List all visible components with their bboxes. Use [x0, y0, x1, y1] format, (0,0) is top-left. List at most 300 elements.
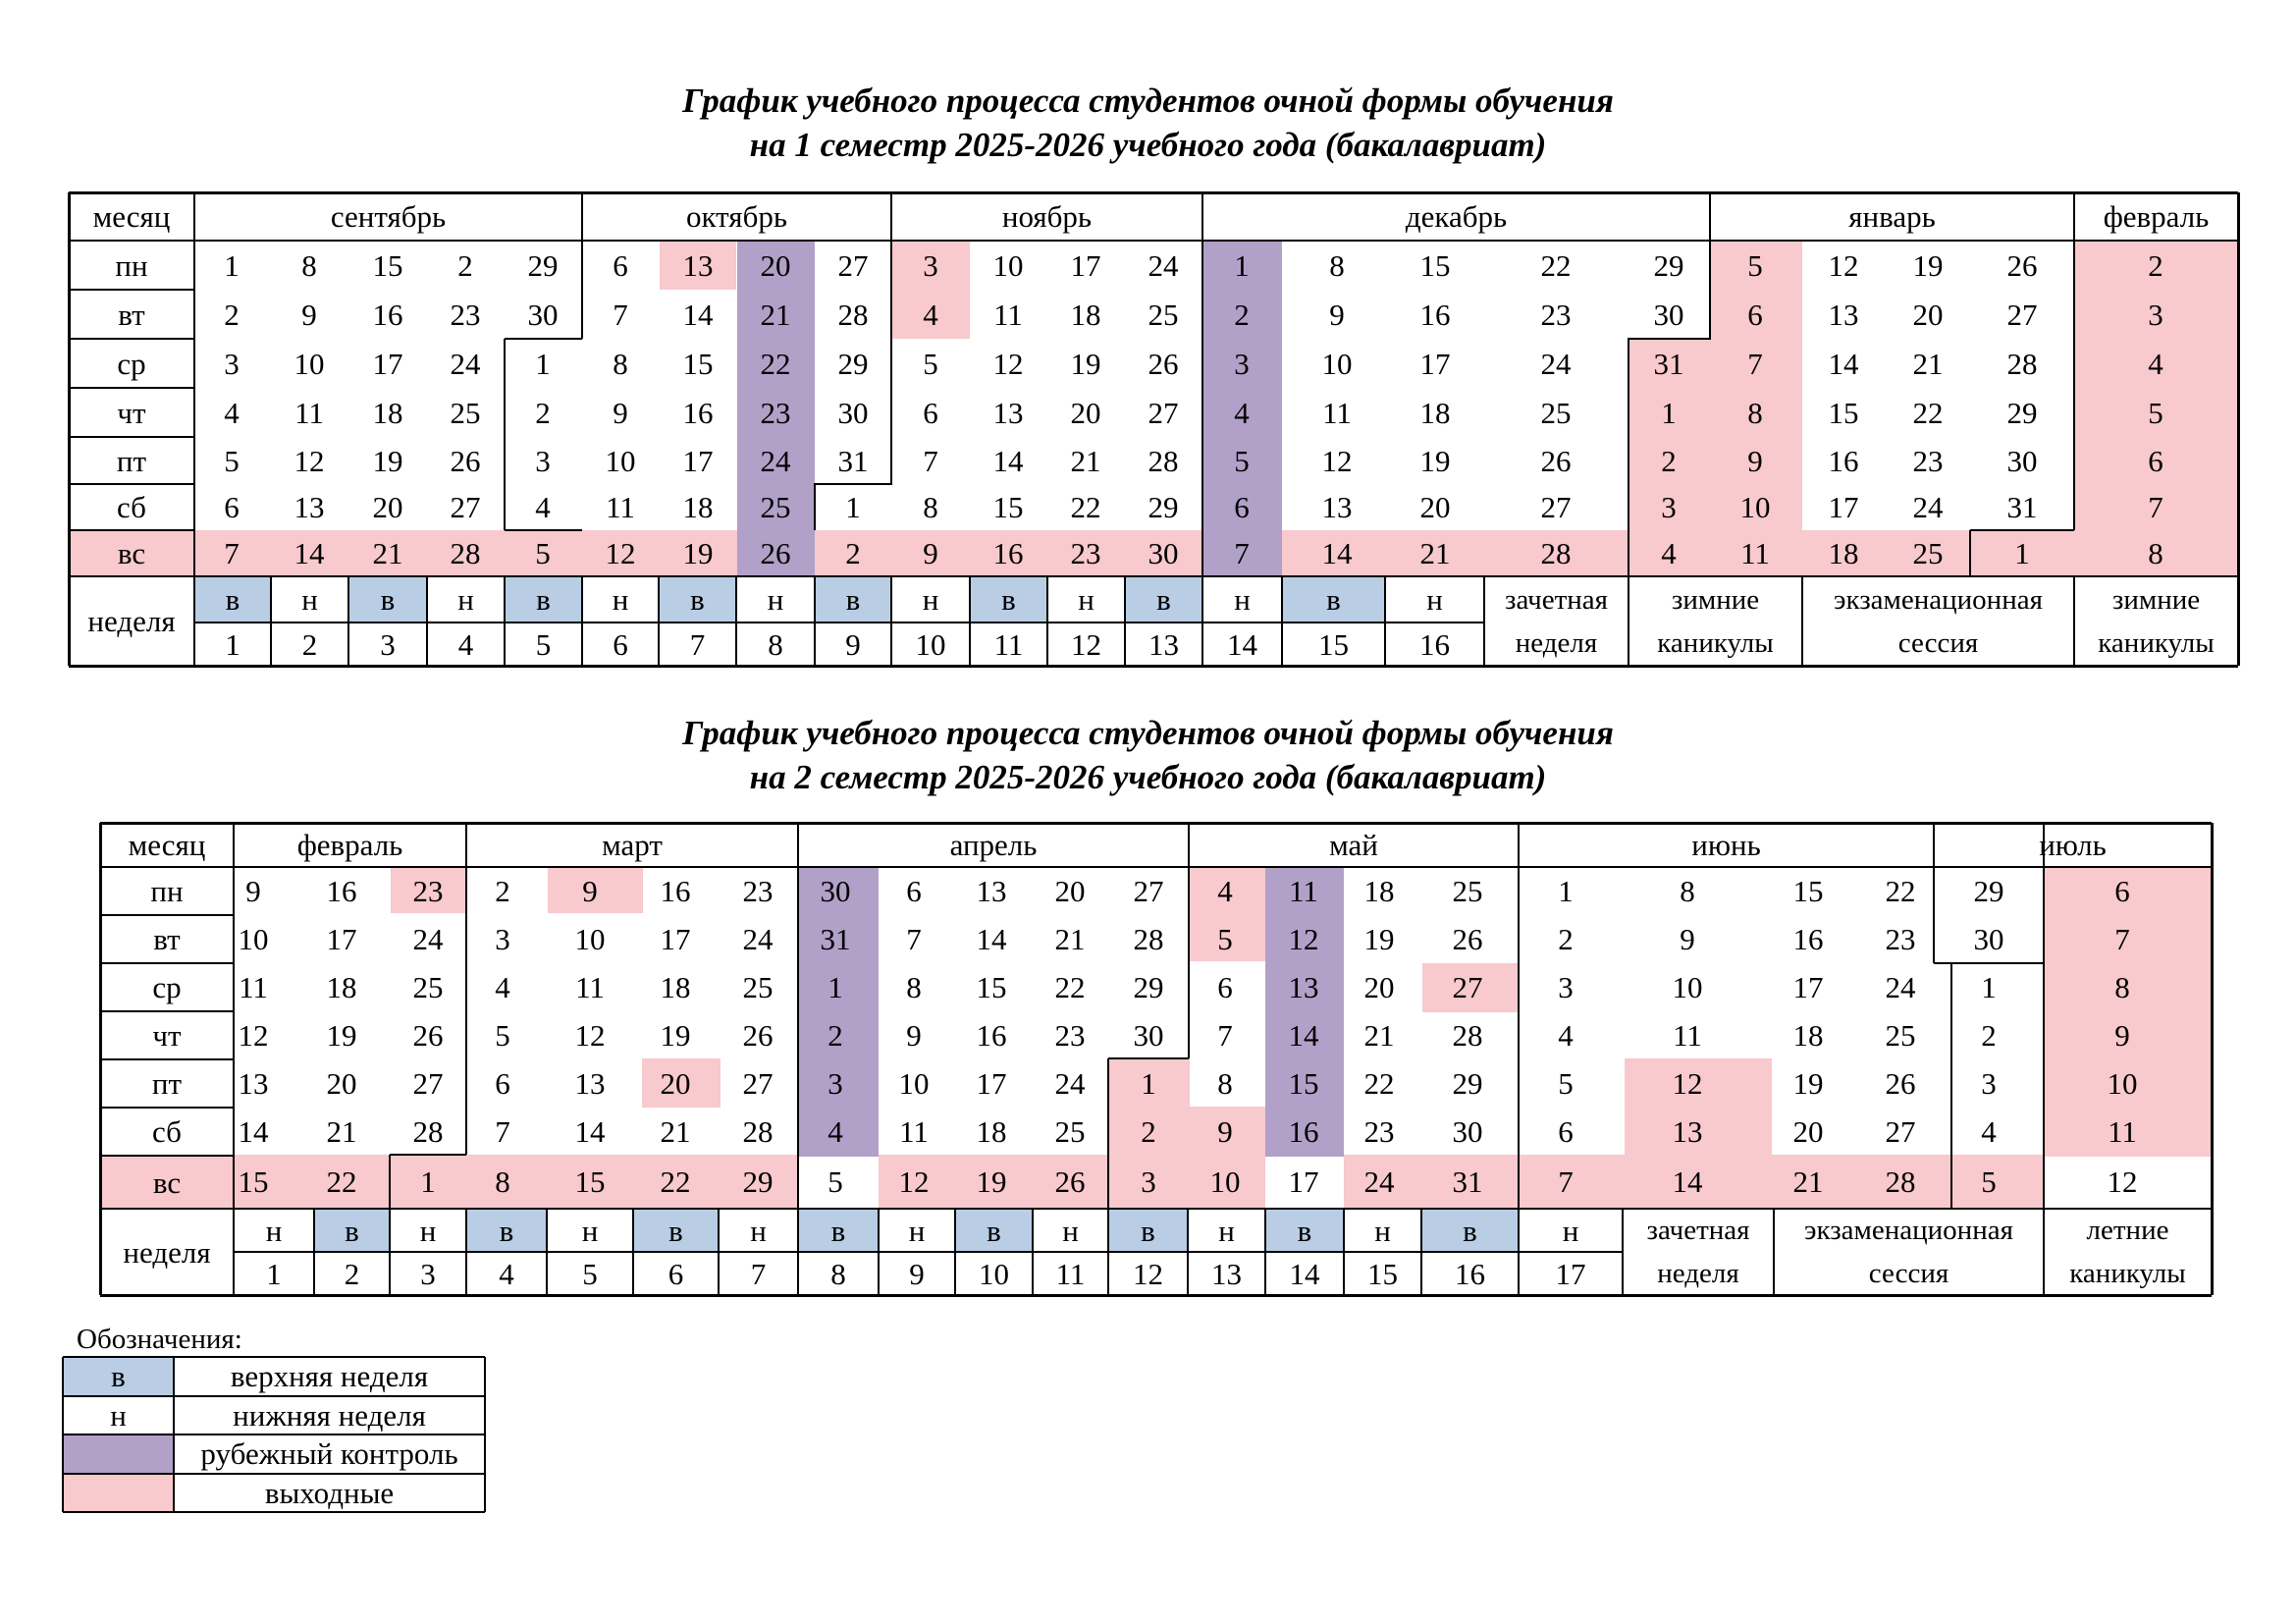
date-cell: 15	[238, 1164, 269, 1199]
month-label: июнь	[1691, 828, 1761, 862]
date-cell: 18	[326, 970, 357, 1004]
date-cell: 22	[1363, 1066, 1395, 1101]
week-number: 6	[613, 626, 628, 662]
date-cell: 27	[450, 490, 481, 524]
date-cell: 8	[2148, 536, 2163, 570]
date-cell: 13	[238, 1066, 269, 1101]
week-number: 13	[1211, 1256, 1242, 1291]
date-cell: 28	[1148, 443, 1179, 478]
week-type: в	[499, 1213, 514, 1248]
date-cell: 25	[1912, 536, 1944, 570]
date-cell: 6	[906, 874, 922, 908]
date-cell: 7	[923, 443, 938, 478]
date-cell: 22	[1912, 395, 1944, 430]
date-cell: 30	[820, 874, 851, 908]
week-number: 2	[301, 626, 318, 662]
date-cell: 21	[1419, 536, 1451, 570]
date-cell: 26	[742, 1018, 774, 1053]
week-type: н	[457, 582, 474, 617]
legend-symbol	[63, 1474, 174, 1513]
week-number: 17	[1555, 1256, 1586, 1291]
week-number: 6	[667, 1256, 684, 1291]
week-number: 13	[1148, 626, 1179, 662]
semester2-title	[0, 711, 2296, 799]
legend-label: нижняя неделя	[233, 1397, 426, 1433]
date-cell: 15	[1288, 1066, 1319, 1101]
date-cell: 9	[301, 297, 317, 332]
date-cell: 8	[1217, 1066, 1233, 1101]
legend-label: выходные	[264, 1475, 395, 1510]
week-type: в	[225, 582, 240, 617]
date-cell: 25	[1148, 297, 1179, 332]
date-cell: 2	[2148, 247, 2163, 283]
date-cell: 11	[1673, 1018, 1702, 1053]
date-cell: 8	[495, 1164, 510, 1199]
date-cell: 18	[976, 1114, 1007, 1149]
date-cell: 10	[574, 922, 606, 956]
date-cell: 25	[760, 490, 791, 524]
date-cell: 28	[450, 536, 481, 570]
date-cell: 14	[238, 1114, 269, 1149]
week-label: неделя	[123, 1234, 211, 1270]
date-cell: 23	[1885, 922, 1916, 956]
month-label: ноябрь	[1001, 199, 1093, 234]
date-cell: 4	[1558, 1018, 1574, 1053]
date-cell: 31	[2006, 490, 2038, 524]
week-type: н	[750, 1213, 767, 1248]
week-type: н	[612, 582, 629, 617]
date-cell: 17	[326, 922, 357, 956]
date-cell: 16	[976, 1018, 1007, 1053]
date-cell: 12	[1288, 922, 1319, 956]
week-type: н	[301, 582, 318, 617]
date-cell: 26	[1148, 346, 1179, 381]
date-cell: 5	[828, 1164, 843, 1199]
date-cell: 2	[495, 874, 510, 908]
date-cell: 13	[682, 247, 714, 283]
week-number: 10	[979, 1256, 1009, 1291]
week-type: в	[987, 1213, 1001, 1248]
date-cell: 13	[574, 1066, 606, 1101]
date-cell: 22	[660, 1164, 691, 1199]
date-cell: 7	[906, 922, 922, 956]
weekday-label: ср	[117, 346, 146, 381]
date-cell: 10	[2107, 1066, 2138, 1101]
date-cell: 26	[1885, 1066, 1916, 1101]
date-cell: 7	[1234, 536, 1250, 570]
date-cell: 29	[1973, 874, 2004, 908]
week-type: н	[1218, 1213, 1235, 1248]
month-label: февраль	[2103, 199, 2210, 234]
date-cell: 23	[450, 297, 481, 332]
date-cell: 22	[1885, 874, 1916, 908]
date-cell: 20	[1054, 874, 1086, 908]
grid-line	[62, 1357, 64, 1512]
date-cell: 20	[1419, 490, 1451, 524]
week-type: в	[668, 1213, 683, 1248]
week-type: н	[419, 1213, 437, 1248]
week-number: 1	[266, 1256, 282, 1291]
week-type: н	[908, 1213, 926, 1248]
date-cell: 18	[1828, 536, 1859, 570]
date-cell: 2	[1141, 1114, 1156, 1149]
date-cell: 3	[923, 247, 938, 283]
date-cell: 16	[1792, 922, 1824, 956]
week-type: н	[1078, 582, 1095, 617]
date-cell: 13	[992, 395, 1024, 430]
date-cell: 24	[1912, 490, 1944, 524]
date-cell: 16	[992, 536, 1024, 570]
grid-line	[1969, 530, 1971, 576]
date-cell: 22	[760, 346, 791, 381]
date-cell: 26	[760, 536, 791, 570]
week-number: 15	[1367, 1256, 1398, 1291]
date-cell: 14	[294, 536, 325, 570]
date-cell: 28	[1452, 1018, 1483, 1053]
grid-line	[69, 436, 194, 438]
week-type: в	[830, 1213, 846, 1248]
period-line2: каникулы	[1657, 626, 1774, 659]
date-cell: 24	[1885, 970, 1916, 1004]
date-cell: 25	[1054, 1114, 1086, 1149]
date-cell: 23	[412, 874, 444, 908]
date-cell: 25	[1452, 874, 1483, 908]
date-cell: 23	[1070, 536, 1101, 570]
week-number: 12	[1071, 626, 1101, 662]
date-cell: 30	[1148, 536, 1179, 570]
date-cell: 30	[1653, 297, 1684, 332]
date-cell: 12	[992, 346, 1024, 381]
date-cell: 12	[1672, 1066, 1703, 1101]
week-type: н	[1562, 1213, 1579, 1248]
period-line2: неделя	[1657, 1258, 1739, 1289]
date-cell: 15	[372, 247, 403, 283]
period-label	[1774, 1209, 2044, 1295]
date-cell: 16	[326, 874, 357, 908]
date-cell: 21	[1054, 922, 1086, 956]
week-type: в	[1326, 582, 1341, 617]
date-cell: 11	[1740, 536, 1770, 570]
date-cell: 9	[613, 395, 628, 430]
date-cell: 2	[1234, 297, 1250, 332]
date-cell: 14	[574, 1114, 606, 1149]
week-number: 9	[909, 1256, 925, 1291]
date-cell: 20	[760, 247, 791, 283]
date-cell: 6	[613, 247, 628, 283]
date-cell: 12	[1321, 443, 1353, 478]
date-cell: 26	[412, 1018, 444, 1053]
date-cell: 9	[1680, 922, 1695, 956]
grid-line	[69, 529, 194, 531]
date-cell: 19	[660, 1018, 691, 1053]
date-cell: 16	[1828, 443, 1859, 478]
date-cell: 21	[1070, 443, 1101, 478]
weekday-label: пн	[150, 874, 184, 908]
week-number: 8	[830, 1256, 846, 1291]
week-number: 3	[420, 1256, 436, 1291]
date-cell: 30	[1973, 922, 2004, 956]
date-cell: 23	[1540, 297, 1572, 332]
date-cell: 6	[2114, 874, 2130, 908]
week-type: н	[265, 1213, 283, 1248]
grid-line	[69, 289, 194, 291]
date-cell: 29	[1133, 970, 1164, 1004]
semester1-title-line1: График учебного процесса студентов очной формы обучения	[682, 81, 1614, 120]
date-cell: 30	[2006, 443, 2038, 478]
date-cell: 4	[535, 490, 551, 524]
date-cell: 15	[682, 346, 714, 381]
week-type: в	[845, 582, 861, 617]
weekday-label: пн	[115, 247, 148, 283]
grid-line	[814, 483, 816, 530]
week-type: н	[922, 582, 939, 617]
period-line1: зачетная	[1504, 583, 1609, 616]
date-cell: 6	[495, 1066, 510, 1101]
date-cell: 21	[660, 1114, 691, 1149]
month-label: сентябрь	[330, 199, 447, 234]
period-label	[1484, 576, 1629, 666]
date-cell: 17	[372, 346, 403, 381]
date-cell: 14	[1321, 536, 1353, 570]
week-number: 7	[750, 1256, 767, 1291]
date-cell: 13	[1672, 1114, 1703, 1149]
date-cell: 8	[613, 346, 628, 381]
date-cell: 25	[412, 970, 444, 1004]
date-cell: 28	[837, 297, 869, 332]
date-cell: 27	[1133, 874, 1164, 908]
date-cell: 8	[1329, 247, 1345, 283]
semester2-title-line2: на 2 семестр 2025-2026 учебного года (бакалавриат)	[749, 758, 1547, 796]
date-cell: 1	[535, 346, 551, 381]
weekday-label: вт	[153, 922, 181, 956]
date-cell: 4	[224, 395, 240, 430]
date-cell: 29	[2006, 395, 2038, 430]
date-cell: 8	[1680, 874, 1695, 908]
week-type: н	[1234, 582, 1251, 617]
period-line1: экзаменационная	[1834, 583, 2043, 616]
date-cell: 2	[1558, 922, 1574, 956]
date-cell: 14	[1288, 1018, 1319, 1053]
date-cell: 27	[1885, 1114, 1916, 1149]
week-type: в	[536, 582, 551, 617]
date-cell: 1	[1234, 247, 1250, 283]
date-cell: 16	[682, 395, 714, 430]
date-cell: 4	[495, 970, 510, 1004]
week-number: 14	[1227, 626, 1257, 662]
date-cell: 18	[1363, 874, 1395, 908]
week-number: 15	[1318, 626, 1349, 662]
legend-symbol: в	[111, 1359, 126, 1394]
legend-symbol	[63, 1435, 174, 1474]
period-line1: зимние	[2111, 583, 2201, 616]
week-number: 2	[344, 1256, 360, 1291]
date-cell: 28	[1133, 922, 1164, 956]
weekday-label: вс	[117, 536, 146, 570]
date-cell: 9	[1747, 443, 1763, 478]
week-type: в	[1141, 1213, 1155, 1248]
date-cell: 3	[1661, 490, 1677, 524]
date-cell: 11	[899, 1114, 929, 1149]
date-cell: 22	[1540, 247, 1572, 283]
date-cell: 30	[1452, 1114, 1483, 1149]
date-cell: 1	[1661, 395, 1677, 430]
date-cell: 21	[372, 536, 403, 570]
date-cell: 3	[828, 1066, 843, 1101]
week-number: 8	[768, 626, 783, 662]
week-number: 14	[1289, 1256, 1320, 1291]
date-cell: 14	[976, 922, 1007, 956]
period-line1: зимние	[1671, 583, 1760, 616]
period-line2: каникулы	[2069, 1258, 2186, 1289]
date-cell: 19	[1363, 922, 1395, 956]
date-cell: 28	[1540, 536, 1572, 570]
week-type: н	[1426, 582, 1443, 617]
date-cell: 13	[1288, 970, 1319, 1004]
date-cell: 23	[1912, 443, 1944, 478]
weekday-label: вт	[118, 297, 145, 332]
date-cell: 23	[760, 395, 791, 430]
date-cell: 14	[992, 443, 1024, 478]
grid-line	[69, 483, 194, 485]
date-cell: 17	[1792, 970, 1824, 1004]
grid-line	[1629, 338, 1711, 340]
date-cell: 29	[1653, 247, 1684, 283]
weekday-label: чт	[117, 395, 146, 430]
date-cell: 4	[1217, 874, 1233, 908]
legend-label: верхняя неделя	[230, 1359, 429, 1394]
month-header-label: месяц	[92, 199, 171, 234]
date-cell: 3	[2148, 297, 2163, 332]
period-label	[2074, 576, 2238, 666]
date-cell: 18	[1070, 297, 1101, 332]
date-cell: 28	[742, 1114, 774, 1149]
date-cell: 3	[495, 922, 510, 956]
date-cell: 4	[1234, 395, 1250, 430]
grid-line	[1628, 338, 1629, 576]
week-number: 11	[1055, 1256, 1086, 1291]
date-cell: 20	[660, 1066, 691, 1101]
week-label: неделя	[87, 604, 176, 638]
date-cell: 29	[837, 346, 869, 381]
date-cell: 15	[992, 490, 1024, 524]
week-number: 10	[915, 626, 946, 662]
date-cell: 5	[224, 443, 240, 478]
date-cell: 10	[898, 1066, 930, 1101]
weekday-label: пт	[116, 443, 147, 478]
week-number: 4	[457, 626, 474, 662]
date-cell: 5	[1747, 247, 1763, 283]
date-cell: 2	[845, 536, 861, 570]
date-cell: 15	[976, 970, 1007, 1004]
date-cell: 11	[1289, 874, 1318, 908]
period-line1: летние	[2086, 1215, 2169, 1246]
date-cell: 27	[1452, 970, 1483, 1004]
week-type: в	[690, 582, 705, 617]
date-cell: 9	[906, 1018, 922, 1053]
date-cell: 11	[1322, 395, 1352, 430]
date-cell: 8	[906, 970, 922, 1004]
date-cell: 21	[760, 297, 791, 332]
date-cell: 31	[820, 922, 851, 956]
date-cell: 18	[372, 395, 403, 430]
date-cell: 25	[450, 395, 481, 430]
date-cell: 19	[372, 443, 403, 478]
date-cell: 15	[1828, 395, 1859, 430]
date-cell: 20	[1912, 297, 1944, 332]
date-cell: 30	[837, 395, 869, 430]
month-label: февраль	[296, 828, 403, 862]
date-cell: 17	[1419, 346, 1451, 381]
date-cell: 9	[1329, 297, 1345, 332]
date-cell: 5	[495, 1018, 510, 1053]
date-cell: 5	[1234, 443, 1250, 478]
date-cell: 10	[1672, 970, 1703, 1004]
week-type: н	[767, 582, 784, 617]
date-cell: 6	[1234, 490, 1250, 524]
date-cell: 1	[224, 247, 240, 283]
week-type: н	[1374, 1213, 1391, 1248]
date-cell: 10	[238, 922, 269, 956]
date-cell: 4	[1981, 1114, 1997, 1149]
period-label	[2044, 1209, 2212, 1295]
date-cell: 13	[1321, 490, 1353, 524]
date-cell: 24	[1054, 1066, 1086, 1101]
date-cell: 22	[1070, 490, 1101, 524]
period-label	[1629, 576, 1802, 666]
date-cell: 14	[1672, 1164, 1703, 1199]
date-cell: 27	[1540, 490, 1572, 524]
date-cell: 27	[2006, 297, 2038, 332]
week-number: 7	[689, 626, 706, 662]
date-cell: 28	[2006, 346, 2038, 381]
date-cell: 21	[1363, 1018, 1395, 1053]
month-label: октябрь	[686, 199, 787, 234]
date-cell: 2	[224, 297, 240, 332]
date-cell: 29	[527, 247, 559, 283]
date-cell: 23	[742, 874, 774, 908]
date-cell: 24	[450, 346, 481, 381]
date-cell: 7	[224, 536, 240, 570]
date-cell: 26	[450, 443, 481, 478]
date-cell: 2	[457, 247, 473, 283]
week-type: в	[380, 582, 396, 617]
date-cell: 5	[1981, 1164, 1997, 1199]
date-cell: 3	[1141, 1164, 1156, 1199]
date-cell: 31	[1653, 346, 1684, 381]
date-cell: 11	[575, 970, 605, 1004]
weekday-label: вс	[152, 1164, 182, 1200]
date-cell: 1	[420, 1164, 436, 1199]
date-cell: 5	[2148, 395, 2163, 430]
month-label: май	[1329, 828, 1378, 862]
week-number: 11	[993, 626, 1024, 662]
date-cell: 11	[239, 970, 268, 1004]
weekday-label: сб	[117, 490, 146, 524]
date-cell: 11	[2108, 1114, 2137, 1149]
date-cell: 21	[1792, 1164, 1824, 1199]
date-cell: 20	[1363, 970, 1395, 1004]
week-number: 4	[499, 1256, 514, 1291]
date-cell: 20	[1070, 395, 1101, 430]
grid-line	[173, 1357, 175, 1512]
period-line2: каникулы	[2098, 626, 2215, 659]
month-label: январь	[1848, 199, 1936, 234]
period-line2: сессия	[1897, 626, 1979, 659]
date-cell: 16	[1288, 1114, 1319, 1149]
date-cell: 6	[923, 395, 938, 430]
week-number: 16	[1419, 626, 1450, 662]
date-cell: 17	[660, 922, 691, 956]
